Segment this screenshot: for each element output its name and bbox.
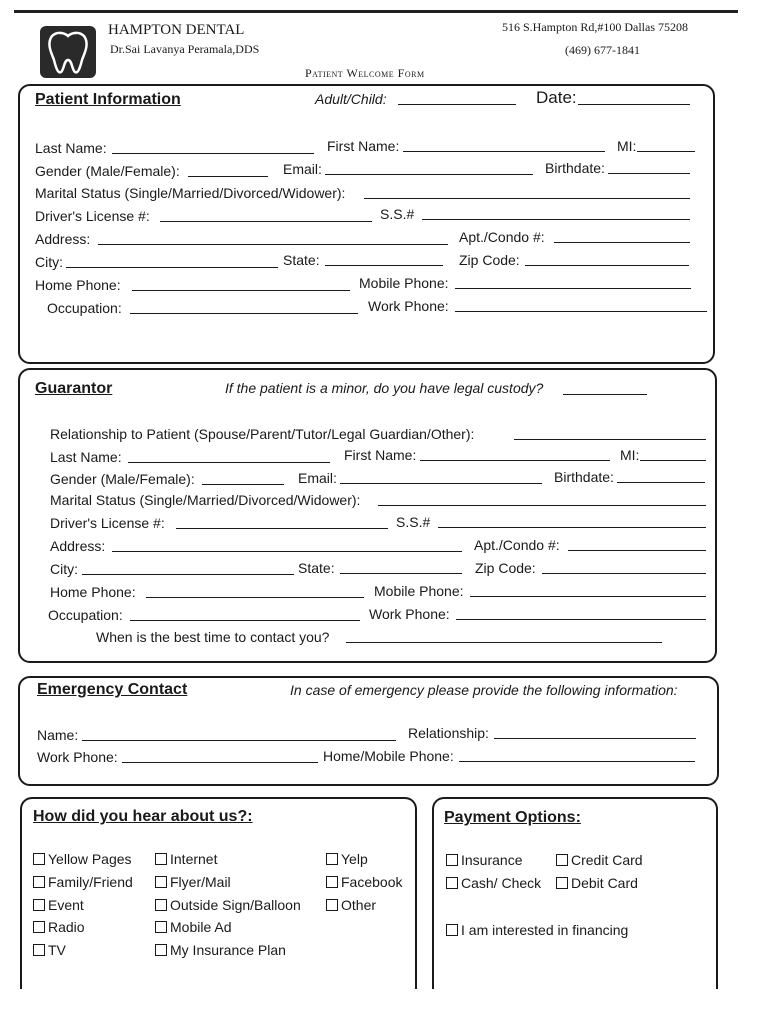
home-phone-label: Home Phone: <box>35 277 121 293</box>
date-label: Date: <box>536 88 577 107</box>
address-label: Address: <box>35 231 91 247</box>
ec-work-phone-field[interactable] <box>122 762 318 763</box>
form-title: Patient Welcome Form <box>305 66 425 80</box>
payment-credit-card-checkbox[interactable]: Credit Card <box>556 852 643 868</box>
g-zip-label: Zip Code: <box>475 560 536 576</box>
ec-home-mobile-label: Home/Mobile Phone: <box>323 748 454 764</box>
mi-field[interactable] <box>637 151 695 152</box>
guarantor-title: Guarantor <box>35 380 113 397</box>
best-time-label: When is the best time to contact you? <box>96 629 330 645</box>
top-rule <box>14 10 738 13</box>
g-zip-field[interactable] <box>542 573 706 574</box>
state-field[interactable] <box>325 265 443 266</box>
g-license-field[interactable] <box>176 528 388 529</box>
referral-event-checkbox[interactable]: Event <box>33 897 84 913</box>
g-apt-label: Apt./Condo #: <box>474 537 560 553</box>
g-birthdate-field[interactable] <box>617 482 705 483</box>
referral-family-friend-checkbox[interactable]: Family/Friend <box>33 874 133 890</box>
emergency-note: In case of emergency please provide the following information: <box>290 682 678 698</box>
g-license-label: Driver's License #: <box>50 515 165 531</box>
occupation-label: Occupation: <box>47 300 122 316</box>
g-mi-field[interactable] <box>640 460 706 461</box>
financing-checkbox[interactable]: I am interested in financing <box>446 922 628 938</box>
gender-label: Gender (Male/Female): <box>35 163 180 179</box>
occupation-field[interactable] <box>130 313 358 314</box>
g-first-name-field[interactable] <box>420 460 610 461</box>
marital-label: Marital Status (Single/Married/Divorced/Widower): <box>35 185 346 201</box>
g-occupation-field[interactable] <box>130 620 360 621</box>
best-time-field[interactable] <box>346 642 662 643</box>
payment-insurance-checkbox[interactable]: Insurance <box>446 852 522 868</box>
ec-name-field[interactable] <box>82 740 396 741</box>
g-relationship-label: Relationship to Patient (Spouse/Parent/Tutor/Legal Guardian/Other): <box>50 426 475 442</box>
ec-home-mobile-field[interactable] <box>459 761 695 762</box>
ec-relationship-field[interactable] <box>494 738 696 739</box>
address-field[interactable] <box>98 244 448 245</box>
license-field[interactable] <box>160 221 372 222</box>
referral-other-checkbox[interactable]: Other <box>326 897 376 913</box>
g-gender-field[interactable] <box>202 484 284 485</box>
g-first-name-label: First Name: <box>344 447 417 463</box>
city-field[interactable] <box>66 267 278 268</box>
payment-cash-check-checkbox[interactable]: Cash/ Check <box>446 875 541 891</box>
patient-info-title: Patient Information <box>35 91 181 108</box>
g-marital-label: Marital Status (Single/Married/Divorced/Widower): <box>50 492 361 508</box>
apt-label: Apt./Condo #: <box>459 229 545 245</box>
adult-child-label: Adult/Child: <box>315 91 387 107</box>
g-mobile-phone-label: Mobile Phone: <box>374 583 464 599</box>
g-last-name-field[interactable] <box>128 462 330 463</box>
referral-internet-checkbox[interactable]: Internet <box>155 851 217 867</box>
mi-label: MI: <box>617 138 637 154</box>
g-ssn-label: S.S.# <box>396 514 431 530</box>
referral-title: How did you hear about us?: <box>33 808 253 825</box>
patient-info-section <box>18 84 715 364</box>
tooth-logo-icon <box>40 26 96 78</box>
g-marital-field[interactable] <box>378 505 706 506</box>
license-label: Driver's License #: <box>35 208 150 224</box>
g-ssn-field[interactable] <box>438 527 706 528</box>
g-city-field[interactable] <box>82 574 294 575</box>
referral-tv-checkbox[interactable]: TV <box>33 942 66 958</box>
work-phone-field[interactable] <box>455 311 707 312</box>
g-birthdate-label: Birthdate: <box>554 469 614 485</box>
referral-flyer-mail-checkbox[interactable]: Flyer/Mail <box>155 874 231 890</box>
referral-insurance-plan-checkbox[interactable]: My Insurance Plan <box>155 942 286 958</box>
g-address-field[interactable] <box>112 551 462 552</box>
date-field[interactable] <box>578 104 690 105</box>
g-gender-label: Gender (Male/Female): <box>50 471 195 487</box>
gender-field[interactable] <box>188 176 268 177</box>
ec-work-phone-label: Work Phone: <box>37 749 118 765</box>
g-occupation-label: Occupation: <box>48 607 123 623</box>
emergency-title: Emergency Contact <box>37 681 188 698</box>
g-city-label: City: <box>50 561 78 577</box>
g-home-phone-label: Home Phone: <box>50 584 136 600</box>
g-state-label: State: <box>298 560 335 576</box>
doctor-name: Dr.Sai Lavanya Peramala,DDS <box>110 42 260 56</box>
clinic-name: HAMPTON DENTAL <box>108 22 245 38</box>
custody-question: If the patient is a minor, do you have legal custody? <box>225 380 544 396</box>
g-home-phone-field[interactable] <box>146 597 364 598</box>
referral-facebook-checkbox[interactable]: Facebook <box>326 874 402 890</box>
last-name-label: Last Name: <box>35 140 107 156</box>
g-email-field[interactable] <box>340 483 542 484</box>
referral-outside-sign-checkbox[interactable]: Outside Sign/Balloon <box>155 897 301 913</box>
email-field[interactable] <box>325 174 533 175</box>
g-address-label: Address: <box>50 538 106 554</box>
ec-relationship-label: Relationship: <box>408 725 489 741</box>
first-name-field[interactable] <box>403 151 605 152</box>
g-work-phone-field[interactable] <box>456 619 706 620</box>
referral-yelp-checkbox[interactable]: Yelp <box>326 851 368 867</box>
g-last-name-label: Last Name: <box>50 449 122 465</box>
mobile-phone-field[interactable] <box>455 288 691 289</box>
g-email-label: Email: <box>298 470 337 486</box>
last-name-field[interactable] <box>112 153 314 154</box>
referral-radio-checkbox[interactable]: Radio <box>33 919 85 935</box>
email-label: Email: <box>283 161 322 177</box>
g-apt-field[interactable] <box>568 550 706 551</box>
adult-child-field[interactable] <box>398 104 516 105</box>
zip-label: Zip Code: <box>459 252 520 268</box>
birthdate-field[interactable] <box>608 173 690 174</box>
custody-field[interactable] <box>563 394 647 395</box>
referral-mobile-ad-checkbox[interactable]: Mobile Ad <box>155 919 231 935</box>
referral-yellow-pages-checkbox[interactable]: Yellow Pages <box>33 851 132 867</box>
payment-title: Payment Options: <box>444 809 581 826</box>
state-label: State: <box>283 252 320 268</box>
g-state-field[interactable] <box>340 573 462 574</box>
ec-name-label: Name: <box>37 727 79 743</box>
mobile-phone-label: Mobile Phone: <box>359 275 449 291</box>
zip-field[interactable] <box>525 265 689 266</box>
clinic-phone: (469) 677-1841 <box>565 43 640 57</box>
home-phone-field[interactable] <box>132 290 350 291</box>
birthdate-label: Birthdate: <box>545 160 605 176</box>
g-mi-label: MI: <box>620 447 640 463</box>
clinic-address: 516 S.Hampton Rd,#100 Dallas 75208 <box>502 20 688 34</box>
ssn-label: S.S.# <box>380 206 415 222</box>
g-mobile-phone-field[interactable] <box>470 596 706 597</box>
ssn-field[interactable] <box>422 219 690 220</box>
payment-debit-card-checkbox[interactable]: Debit Card <box>556 875 638 891</box>
apt-field[interactable] <box>554 242 690 243</box>
g-relationship-field[interactable] <box>514 439 706 440</box>
city-label: City: <box>35 254 63 270</box>
marital-field[interactable] <box>364 198 690 199</box>
g-work-phone-label: Work Phone: <box>369 606 450 622</box>
work-phone-label: Work Phone: <box>368 298 449 314</box>
first-name-label: First Name: <box>327 138 400 154</box>
